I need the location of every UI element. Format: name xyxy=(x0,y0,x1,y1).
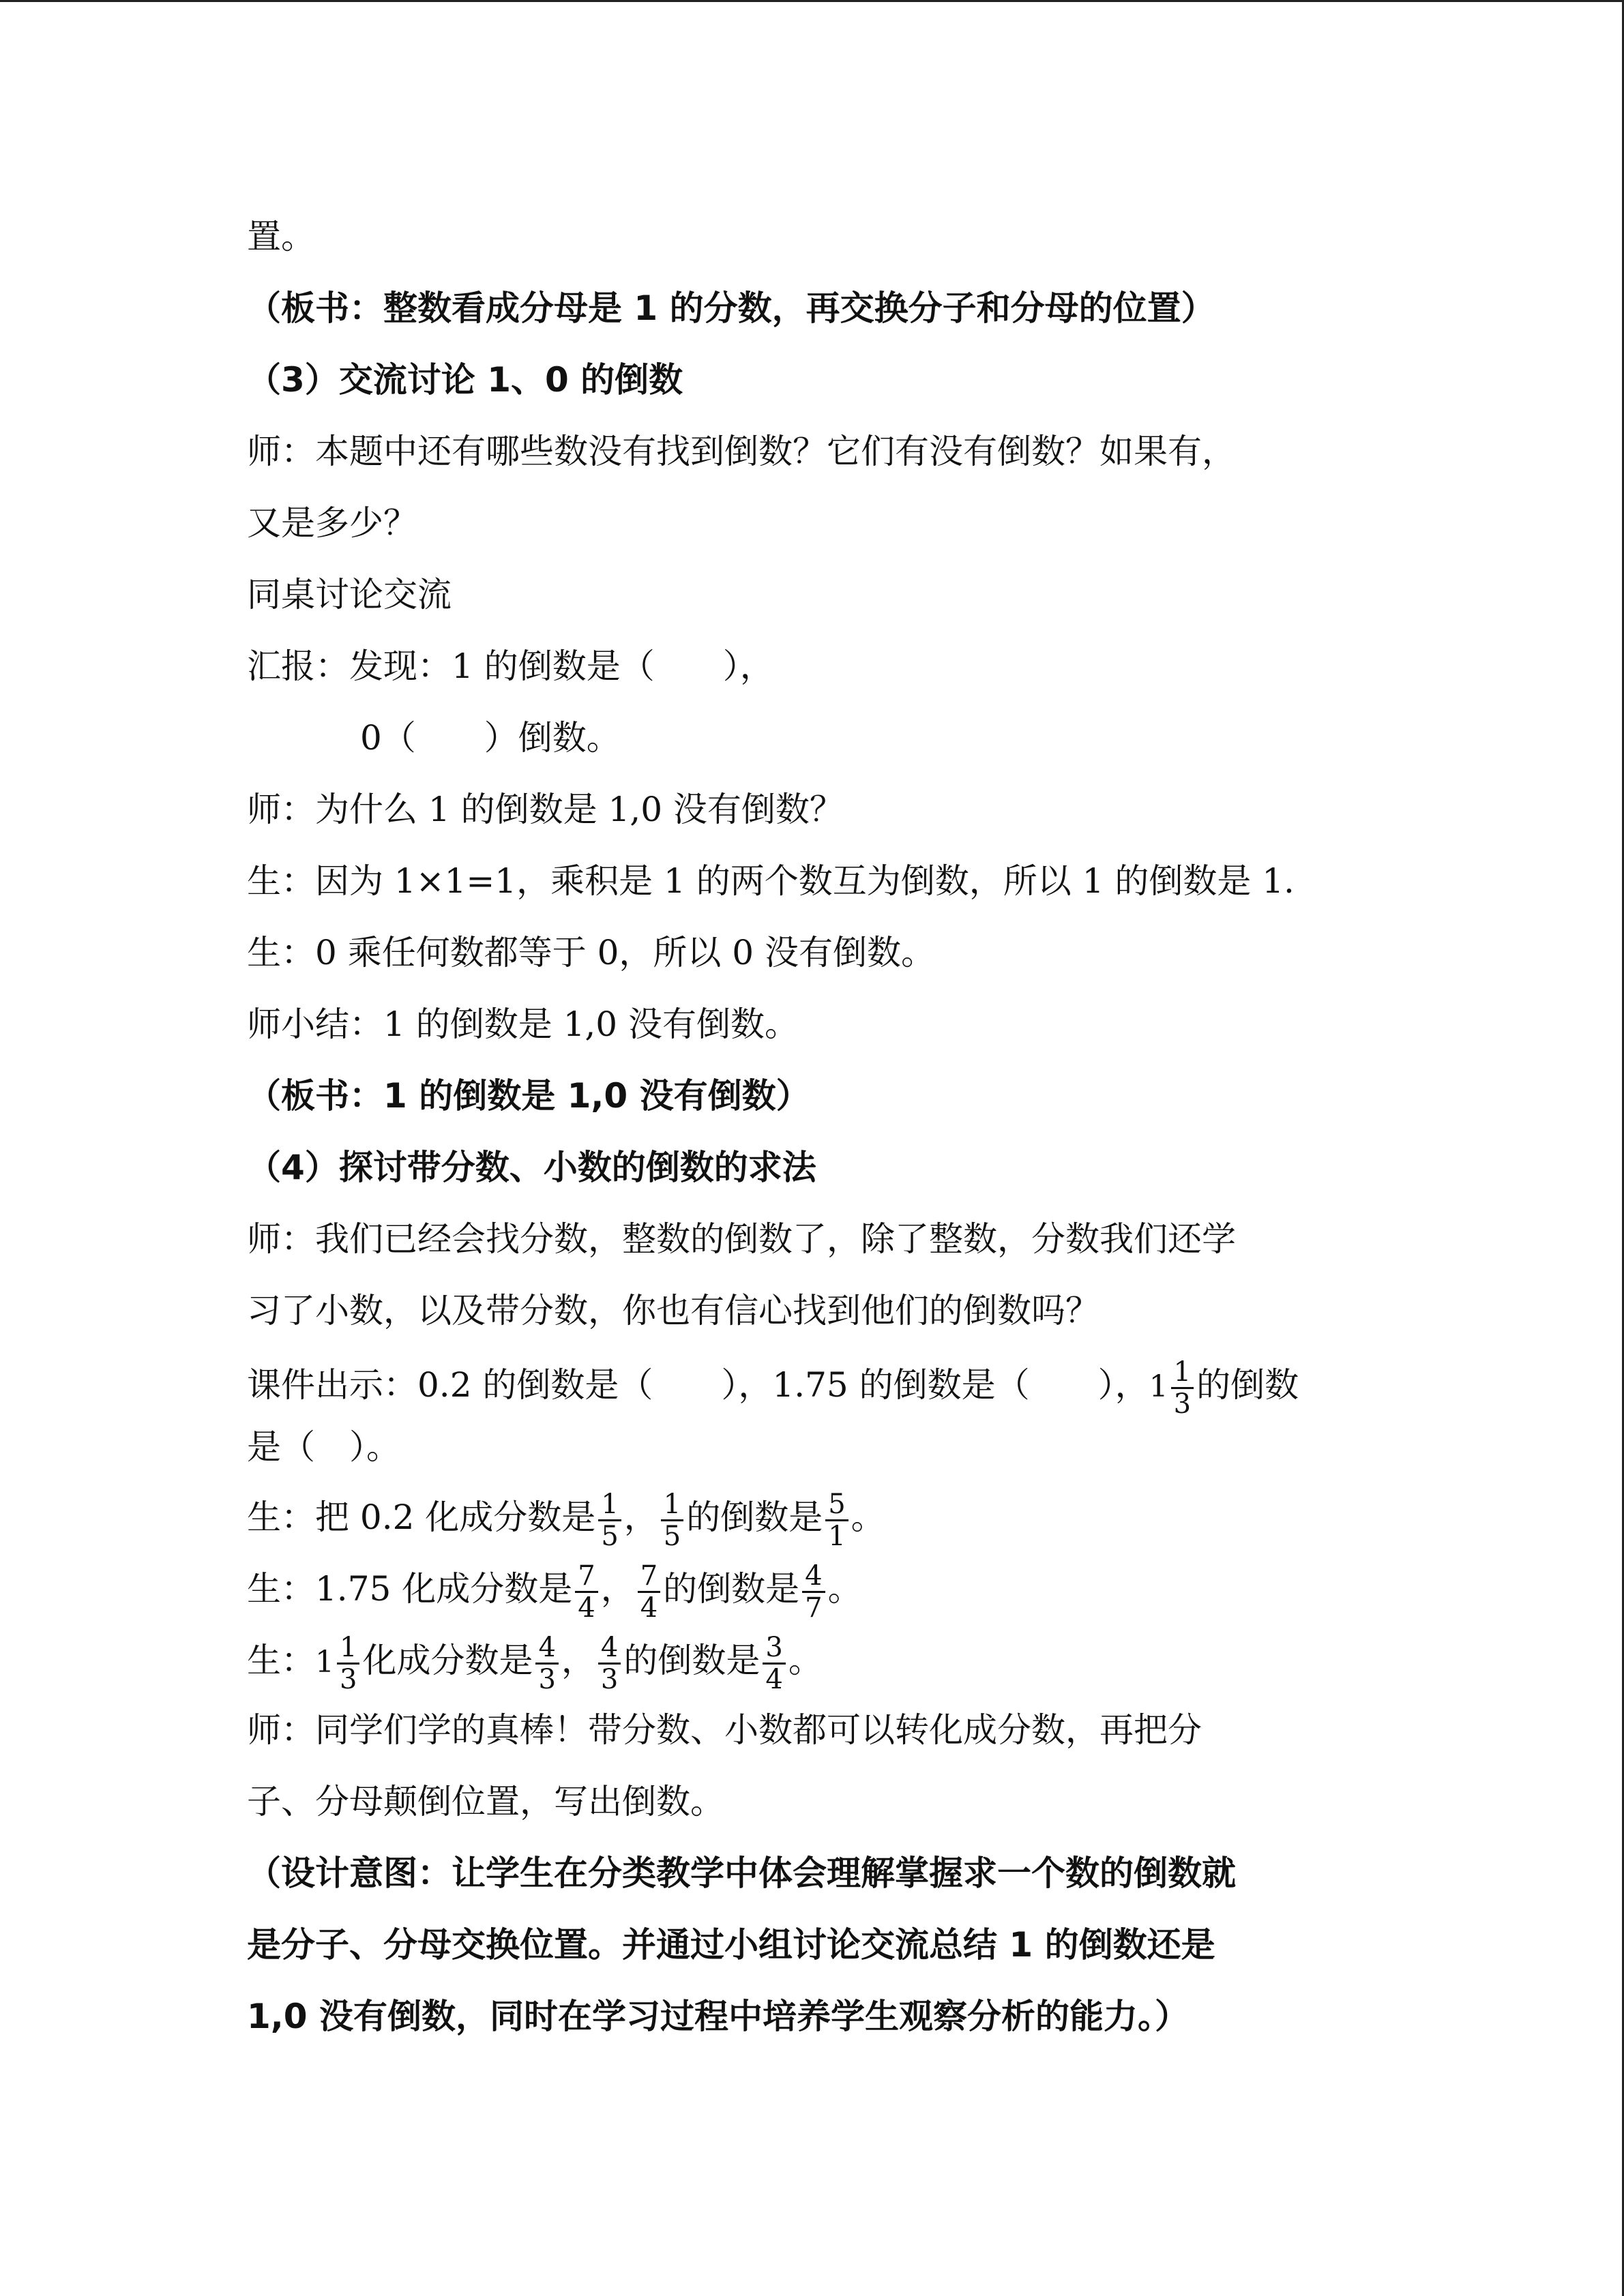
numerator: 1 xyxy=(661,1489,683,1521)
text-segment: ， xyxy=(623,1497,658,1537)
board-note-line: （板书：1 的倒数是 1,0 没有倒数） xyxy=(247,1076,810,1116)
denominator: 4 xyxy=(765,1663,783,1695)
text-segment: ， xyxy=(561,1641,595,1680)
denominator: 3 xyxy=(600,1663,619,1695)
fraction xyxy=(661,1489,683,1551)
fraction xyxy=(763,1632,785,1695)
denominator: 5 xyxy=(601,1520,619,1552)
text-line: 同桌讨论交流 xyxy=(247,575,452,614)
text-segment: 。 xyxy=(827,1569,862,1609)
numerator: 4 xyxy=(598,1632,621,1665)
fraction xyxy=(825,1489,848,1551)
text-segment: 。 xyxy=(788,1641,823,1680)
denominator: 3 xyxy=(1173,1388,1192,1420)
text-segment: 的倒数是 xyxy=(686,1497,823,1537)
numerator: 3 xyxy=(763,1632,785,1665)
design-intent-line: 1,0 没有倒数，同时在学习过程中培养学生观察分析的能力。） xyxy=(247,1997,1189,2036)
text-segment: 生：1.75 化成分数是 xyxy=(247,1569,573,1609)
text-line: 是（ ）。 xyxy=(247,1427,400,1467)
numerator: 4 xyxy=(535,1632,558,1665)
numerator: 7 xyxy=(575,1561,597,1593)
text-line: 师：本题中还有哪些数没有找到倒数？它们有没有倒数？如果有， xyxy=(247,432,1236,471)
text-segment: 课件出示：0.2 的倒数是（ ），1.75 的倒数是（ ）， xyxy=(247,1365,1149,1405)
denominator: 1 xyxy=(828,1520,846,1552)
fraction xyxy=(802,1561,825,1623)
numerator: 4 xyxy=(802,1561,825,1593)
text-segment: 的倒数 xyxy=(1196,1365,1299,1405)
denominator: 4 xyxy=(578,1592,595,1624)
fraction xyxy=(1171,1357,1194,1419)
section-heading-4: （4）探讨带分数、小数的倒数的求法 xyxy=(247,1148,816,1187)
design-intent-line: 是分子、分母交换位置。并通过小组讨论交流总结 1 的倒数还是 xyxy=(247,1925,1215,1965)
text-segment: 。 xyxy=(851,1497,885,1537)
denominator: 3 xyxy=(538,1663,556,1695)
numerator: 5 xyxy=(825,1489,848,1521)
fraction xyxy=(575,1561,597,1623)
design-intent-line: （设计意图：让学生在分类教学中体会理解掌握求一个数的倒数就 xyxy=(247,1853,1236,1893)
text-line: 汇报：发现：1 的倒数是（ ）， xyxy=(247,646,774,686)
text-line: 师：我们已经会找分数，整数的倒数了，除了整数，分数我们还学 xyxy=(247,1219,1236,1259)
text-line: 师：为什么 1 的倒数是 1,0 没有倒数？ xyxy=(247,790,844,829)
numerator: 1 xyxy=(598,1489,621,1521)
denominator: 5 xyxy=(663,1520,681,1552)
denominator: 3 xyxy=(340,1663,357,1695)
page-border-top xyxy=(0,0,1624,2)
text-line-with-fractions xyxy=(247,1558,862,1624)
denominator: 4 xyxy=(640,1592,658,1624)
text-line: 生：0 乘任何数都等于 0，所以 0 没有倒数。 xyxy=(247,933,936,972)
text-line: 师：同学们学的真棒！带分数、小数都可以转化成分数，再把分 xyxy=(247,1710,1202,1750)
fraction xyxy=(638,1561,660,1623)
fraction xyxy=(337,1632,359,1695)
mixed-number-whole: 1 xyxy=(315,1645,334,1680)
text-line: 子、分母颠倒位置，写出倒数。 xyxy=(247,1782,724,1821)
text-line: 师小结：1 的倒数是 1,0 没有倒数。 xyxy=(247,1004,799,1044)
fraction xyxy=(535,1632,558,1695)
board-note-line: （板书：整数看成分母是 1 的分数，再交换分子和分母的位置） xyxy=(247,288,1215,328)
numerator: 7 xyxy=(638,1561,660,1593)
text-line-with-fractions xyxy=(247,1487,885,1552)
denominator: 7 xyxy=(805,1592,823,1624)
text-segment: 生： xyxy=(247,1641,315,1680)
section-heading-3: （3）交流讨论 1、0 的倒数 xyxy=(247,360,683,400)
text-segment: 的倒数是 xyxy=(623,1641,761,1680)
numerator: 1 xyxy=(1171,1357,1194,1389)
numerator: 1 xyxy=(337,1632,359,1665)
text-line-with-fractions xyxy=(247,1630,823,1695)
text-segment: 的倒数是 xyxy=(663,1569,800,1609)
text-segment: 生：把 0.2 化成分数是 xyxy=(247,1497,596,1537)
fraction xyxy=(598,1632,621,1695)
text-line: 生：因为 1×1=1，乘积是 1 的两个数互为倒数，所以 1 的倒数是 1. xyxy=(247,861,1295,901)
mixed-number-whole: 1 xyxy=(1149,1369,1168,1404)
fraction xyxy=(598,1489,621,1551)
text-line: 置。 xyxy=(247,217,315,256)
text-line-with-mixed-number xyxy=(247,1354,1299,1420)
text-segment: ， xyxy=(600,1569,635,1609)
text-line: 0（ ）倒数。 xyxy=(360,718,621,758)
text-line: 习了小数，以及带分数，你也有信心找到他们的倒数吗？ xyxy=(247,1291,1099,1330)
text-segment: 化成分数是 xyxy=(362,1641,533,1680)
text-line: 又是多少？ xyxy=(247,503,417,543)
